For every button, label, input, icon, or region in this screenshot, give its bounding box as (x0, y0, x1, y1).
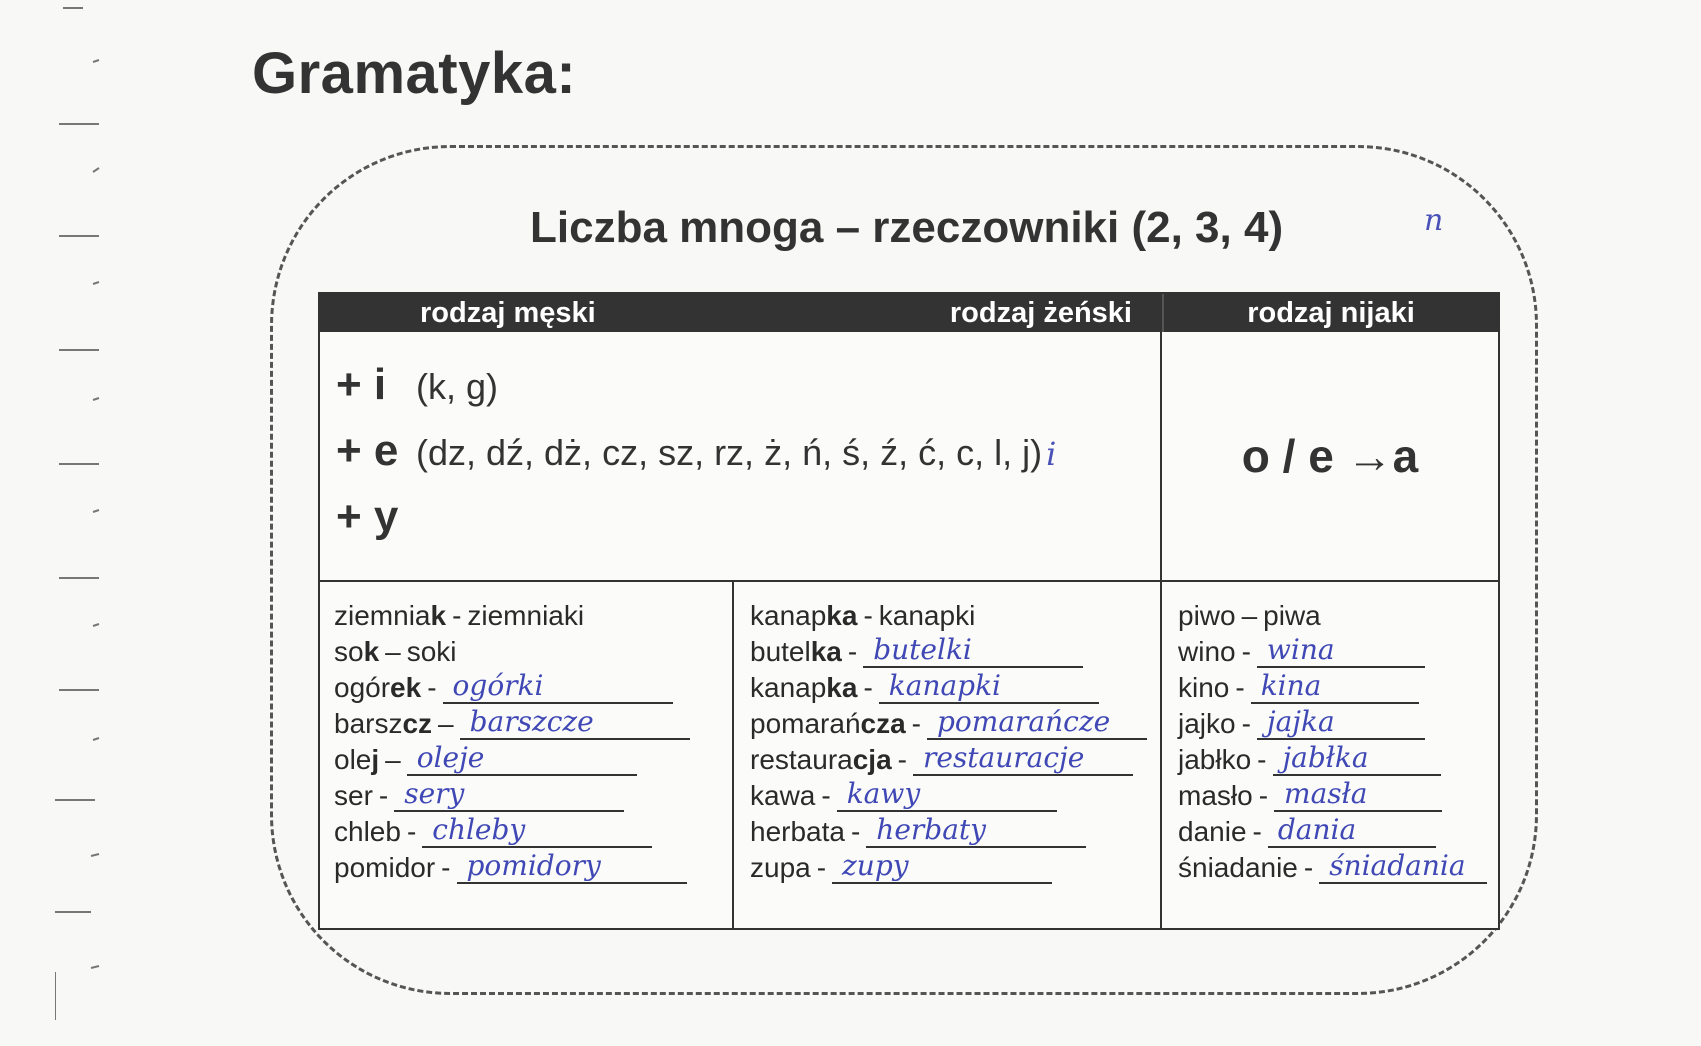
singular-word (1178, 744, 1251, 776)
handwritten-answer: sery (394, 778, 624, 812)
plural-word: piwa (1263, 600, 1321, 631)
separator: - (378, 780, 389, 811)
singular-word (334, 744, 379, 776)
rule-marker: + e (336, 426, 399, 475)
handwritten-answer: herbaty (866, 814, 1086, 848)
separator: - (1303, 852, 1314, 883)
feminine-examples (732, 582, 1162, 930)
word-stem: jajko (1178, 708, 1236, 739)
word-ending: cza (860, 708, 906, 739)
word-stem: butel (750, 636, 811, 667)
singular-word (334, 600, 446, 632)
rule-letters: (dz, dź, dż, cz, sz, rz, ż, ń, ś, ź, ć, c, l, j) (416, 432, 1043, 473)
word-stem: pomidor (334, 852, 436, 883)
rule-marker: + i (336, 360, 387, 409)
separator: - (911, 708, 921, 739)
separator: – (438, 708, 454, 739)
header-neuter: rodzaj nijaki (1162, 294, 1498, 332)
handwritten-answer: kina (1251, 670, 1419, 704)
word-stem: kino (1178, 672, 1230, 703)
separator: - (1241, 636, 1251, 667)
word-stem: kawa (750, 780, 816, 811)
handwritten-answer: oleje (407, 742, 637, 776)
separator: – (385, 636, 401, 667)
example-row (750, 668, 1160, 704)
word-ending: k (430, 600, 447, 631)
separator: - (452, 600, 462, 631)
header-masculine: rodzaj męski (320, 294, 732, 332)
handwritten-corner-mark: n (1424, 203, 1444, 238)
masculine-examples (320, 582, 732, 930)
separator: - (816, 852, 827, 883)
word-stem: kanap (750, 672, 827, 703)
example-row (334, 812, 732, 848)
word-stem: danie (1178, 816, 1247, 847)
separator: - (1258, 780, 1269, 811)
separator: - (850, 816, 861, 847)
example-row (334, 632, 732, 668)
word-stem: wino (1178, 636, 1236, 667)
example-row (1178, 632, 1498, 668)
rule-handwritten-note: i (1046, 435, 1057, 473)
header-feminine: rodzaj żeński (732, 294, 1162, 332)
example-row (1178, 848, 1498, 884)
example-row (334, 848, 732, 884)
word-ending: j (371, 744, 380, 775)
word-stem: herbata (750, 816, 845, 847)
singular-word (1178, 780, 1253, 812)
rule-line (336, 492, 1160, 558)
example-row (1178, 812, 1498, 848)
word-stem: ziemnia (334, 600, 431, 631)
singular-word (750, 600, 857, 632)
separator: – (1241, 600, 1258, 631)
handwritten-answer: kanapki (879, 670, 1099, 704)
singular-word (334, 816, 401, 848)
singular-word (1178, 672, 1229, 704)
rule-line (336, 360, 1160, 426)
word-ending: ka (826, 600, 858, 631)
singular-word (1178, 816, 1247, 848)
separator: - (847, 636, 858, 667)
example-row (750, 632, 1160, 668)
handwritten-answer: chleby (422, 814, 652, 848)
word-stem: ole (334, 744, 372, 775)
neuter-rule-cell (1162, 332, 1498, 582)
separator: - (863, 672, 873, 703)
rule-letters: (k, g) (416, 366, 499, 407)
singular-word (750, 852, 811, 884)
word-stem: jabłko (1178, 744, 1252, 775)
word-stem: zupa (750, 852, 811, 883)
example-row (1178, 776, 1498, 812)
example-row (750, 596, 1160, 632)
singular-word (334, 636, 379, 668)
singular-word (334, 708, 432, 740)
separator: - (1257, 744, 1267, 775)
singular-word (334, 672, 421, 704)
word-stem: ogór (334, 672, 391, 703)
example-row (750, 848, 1160, 884)
section-subtitle: Liczba mnoga – rzeczowniki (2, 3, 4) (530, 203, 1284, 252)
plural-word: kanapki (878, 600, 976, 631)
handwritten-answer: pomidory (457, 850, 687, 884)
singular-word (750, 816, 845, 848)
singular-word (750, 780, 815, 812)
word-stem: piwo (1178, 600, 1236, 631)
example-row (1178, 740, 1498, 776)
handwritten-answer: kawy (837, 778, 1057, 812)
word-ending: ka (810, 636, 842, 667)
example-row (334, 668, 732, 704)
handwritten-answer: masła (1274, 778, 1442, 812)
example-row (750, 704, 1160, 740)
plural-word: ziemniaki (467, 600, 585, 631)
separator: - (1235, 672, 1245, 703)
singular-word (750, 636, 842, 668)
singular-word (750, 672, 857, 704)
singular-word (750, 708, 906, 740)
neuter-rule: o / e →a (1241, 430, 1419, 482)
word-ending: cz (402, 708, 433, 739)
handwritten-answer: jajka (1257, 706, 1425, 740)
example-row (334, 596, 732, 632)
singular-word (1178, 852, 1298, 884)
handwritten-answer: barszcze (460, 706, 690, 740)
word-stem: śniadanie (1178, 852, 1298, 883)
singular-word (334, 852, 435, 884)
word-stem: kanap (750, 600, 827, 631)
word-stem: so (334, 636, 364, 667)
singular-word (334, 780, 373, 812)
separator: - (441, 852, 451, 883)
word-ending: ka (826, 672, 858, 703)
word-stem: barsz (334, 708, 403, 739)
separator: – (385, 744, 401, 775)
word-ending: ek (390, 672, 422, 703)
separator: - (821, 780, 831, 811)
neuter-examples (1162, 582, 1498, 930)
handwritten-answer: ogórki (443, 670, 673, 704)
word-stem: chleb (334, 816, 401, 847)
plural-word: soki (406, 636, 457, 667)
singular-word (1178, 600, 1236, 632)
handwritten-answer: wina (1257, 634, 1425, 668)
word-stem: pomarań (750, 708, 861, 739)
separator: - (406, 816, 417, 847)
plural-rules (320, 332, 1162, 582)
word-stem: masło (1178, 780, 1253, 811)
example-row (1178, 704, 1498, 740)
separator: - (863, 600, 873, 631)
singular-word (1178, 708, 1236, 740)
handwritten-answer: butelki (863, 634, 1083, 668)
handwritten-answer: dania (1268, 814, 1436, 848)
handwritten-answer: restauracje (913, 742, 1133, 776)
separator: - (1241, 708, 1251, 739)
handwritten-answer: śniadania (1319, 850, 1487, 884)
word-stem: ser (334, 780, 373, 811)
separator: - (897, 744, 907, 775)
separator: - (1252, 816, 1262, 847)
separator: - (427, 672, 437, 703)
plural-nouns-table (318, 292, 1500, 930)
handwritten-answer: pomarańcze (927, 706, 1147, 740)
handwritten-answer: zupy (832, 850, 1052, 884)
word-ending: k (363, 636, 380, 667)
example-row (334, 704, 732, 740)
singular-word (750, 744, 892, 776)
handwritten-answer: jabłka (1273, 742, 1441, 776)
example-row (334, 740, 732, 776)
word-ending: cja (852, 744, 892, 775)
word-stem: restaura (750, 744, 853, 775)
rule-marker: + y (336, 492, 399, 541)
example-row (750, 812, 1160, 848)
example-row (1178, 596, 1498, 632)
example-row (750, 740, 1160, 776)
page-title: Gramatyka: (252, 41, 577, 106)
example-row (1178, 668, 1498, 704)
margin-tick-marks (55, 0, 105, 1046)
example-row (750, 776, 1160, 812)
example-row (334, 776, 732, 812)
rule-line (336, 426, 1160, 492)
singular-word (1178, 636, 1236, 668)
